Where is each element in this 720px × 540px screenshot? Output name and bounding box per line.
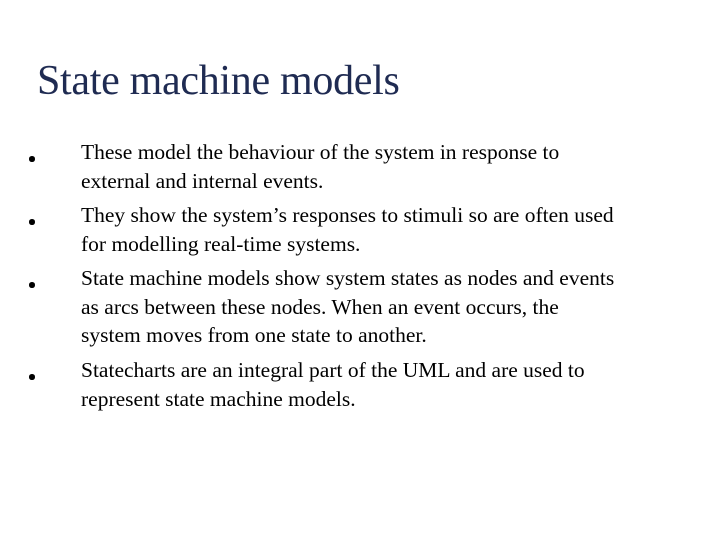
bullet-text: Statecharts are an integral part of the UML and are used to represent state machine models. — [81, 358, 585, 411]
slide-title: State machine models — [37, 58, 400, 104]
bullet-text: These model the behaviour of the system in response to external and internal events. — [81, 140, 560, 193]
bullet-dot-icon — [29, 282, 35, 288]
bullet-text: They show the system’s responses to stimuli so are often used for modelling real-time systems. — [81, 203, 614, 256]
bullet-text: State machine models show system states as nodes and events as arcs between these nodes. When an event occurs, the system moves from one state to another. — [81, 266, 615, 347]
bullet-dot-icon — [29, 156, 35, 162]
bullet-dot-icon — [29, 219, 35, 225]
bullet-dot-icon — [29, 374, 35, 380]
